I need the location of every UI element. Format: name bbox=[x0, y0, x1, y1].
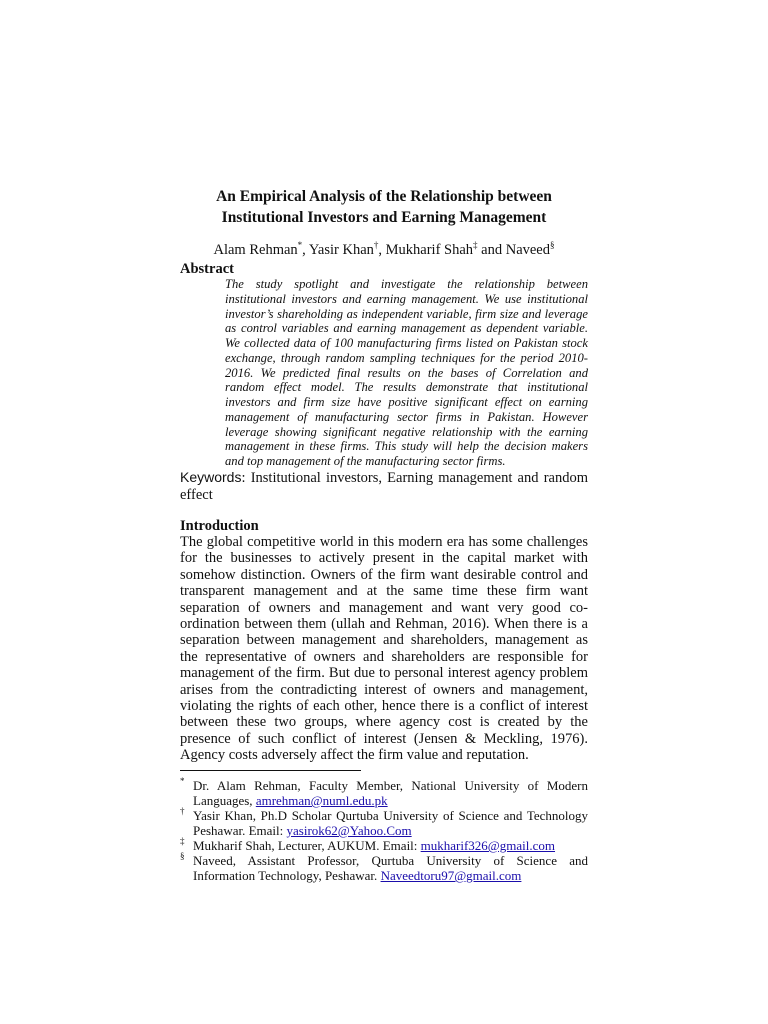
author-name: Alam Rehman bbox=[213, 242, 298, 258]
paper-title-line-2: Institutional Investors and Earning Management bbox=[221, 209, 547, 226]
footnote-text: Yasir Khan, Ph.D Scholar Qurtuba University of Science and Technology Peshawar. Email: bbox=[193, 808, 588, 838]
author-name: Naveed bbox=[505, 242, 550, 258]
author-list bbox=[180, 241, 588, 259]
footnote-mark: † bbox=[180, 806, 185, 816]
keywords-text: : Institutional investors, Earning management and random effect bbox=[180, 470, 588, 503]
author-footnote-mark: ‡ bbox=[473, 240, 478, 250]
introduction-text: The global competitive world in this modern era has some challenges for the businesses to actively present in the capital market with somehow distinction. Owners of the firm want desirable control and transparent management and at the same time these firm want separation of owners and management and want very good co-ordination between them (ullah and Rehman, 2016). When there is a separation between management and shareholders, management as the representative of owners and shareholders are responsible for management of the firm. But due to personal interest agency problem arises from the contradicting interest of owners and management, violating the rights of each other, hence there is a conflict of interest between these two groups, where agency cost is created by the presence of such conflict of interest (Jensen & Meckling, 1976). Agency costs adversely affect the firm value and reputation. bbox=[180, 534, 588, 764]
footnote bbox=[180, 778, 588, 808]
introduction-heading: Introduction bbox=[180, 518, 259, 534]
footnote-email-link[interactable]: Naveedtoru97@gmail.com bbox=[380, 868, 522, 883]
footnote-divider bbox=[180, 770, 361, 771]
footnote-text: Mukharif Shah, Lecturer, AUKUM. Email: bbox=[193, 838, 421, 853]
footnote-email-link[interactable]: mukharif326@gmail.com bbox=[420, 838, 556, 853]
footnote-text: Naveed, Assistant Professor, Qurtuba University of Science and Information Technology, Peshawar. bbox=[193, 853, 588, 883]
footnote-text: Dr. Alam Rehman, Faculty Member, National University of Modern Languages, bbox=[193, 778, 588, 808]
keywords-label: Keywords bbox=[180, 469, 242, 485]
footnote bbox=[180, 838, 588, 853]
author-name: Yasir Khan bbox=[308, 242, 374, 258]
author-separator: , bbox=[302, 242, 309, 258]
footnote-email-link[interactable]: yasirok62@Yahoo.Com bbox=[286, 823, 412, 838]
paper-title bbox=[180, 186, 588, 228]
author-separator: , bbox=[378, 242, 386, 258]
footnote-mark: ‡ bbox=[180, 836, 185, 846]
footnote-mark: * bbox=[180, 776, 185, 786]
author-footnote-mark: * bbox=[297, 240, 303, 250]
abstract-text: The study spotlight and investigate the relationship between institutional investors and earning management. We use institutional investor’s shareholding as independent variable, firm size and leverage as control variables and earning management as dependent variable. We collected data of 100 manufacturing firms listed on Pakistan stock exchange, through random sampling techniques for the period 2010-2016. We predicted final results on the bases of Correlation and random effect model. The results demonstrate that institutional investors and firm size have positive significant effect on earning management of manufacturing sector firms in Pakistan. However leverage showing significant negative relationship with the earning management in these firms. This study will help the decision makers and top management of the manufacturing sector firms. bbox=[225, 277, 588, 468]
author-footnote-mark: † bbox=[373, 240, 379, 250]
keywords bbox=[180, 469, 588, 503]
author-separator: and bbox=[477, 242, 506, 258]
footnote bbox=[180, 853, 588, 883]
footnote-email-link[interactable]: amrehman@numl.edu.pk bbox=[255, 793, 388, 808]
footnote bbox=[180, 808, 588, 838]
author-footnote-mark: § bbox=[550, 240, 555, 250]
abstract-heading: Abstract bbox=[180, 261, 234, 277]
author-name: Mukharif Shah bbox=[385, 242, 474, 258]
footnote-mark: § bbox=[180, 851, 185, 861]
footnotes bbox=[180, 778, 588, 883]
paper-title-line-1: An Empirical Analysis of the Relationship between bbox=[216, 188, 552, 205]
